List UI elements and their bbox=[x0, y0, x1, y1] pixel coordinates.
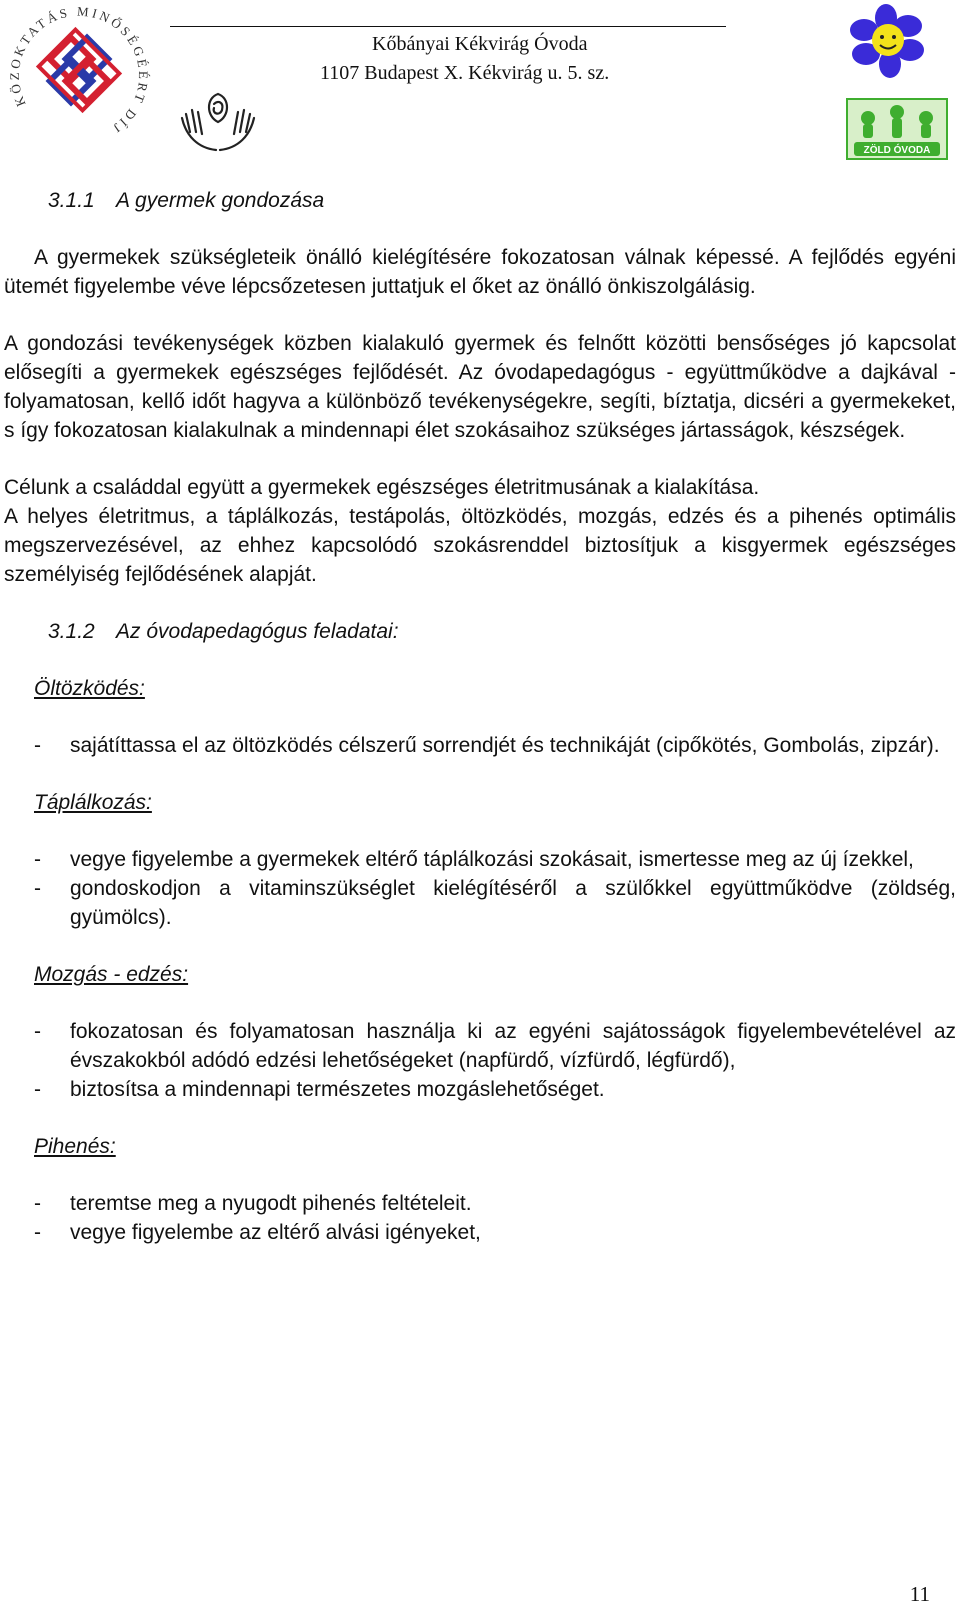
list-item bbox=[4, 731, 956, 760]
list-item-text: teremtse meg a nyugodt pihenés feltételeit. bbox=[70, 1192, 472, 1215]
subheading-nutrition: Táplálkozás: bbox=[34, 791, 152, 814]
spacer bbox=[4, 1161, 956, 1189]
spacer bbox=[4, 760, 956, 788]
section-heading-3-1-1 bbox=[4, 186, 956, 215]
subheading-movement: Mozgás - edzés: bbox=[34, 963, 189, 986]
school-name: Kőbányai Kékvirág Óvoda bbox=[372, 33, 588, 55]
list-item bbox=[4, 1218, 956, 1247]
task-list-rest bbox=[4, 1189, 956, 1247]
quality-award-logo bbox=[4, 4, 154, 154]
list-dash: - bbox=[34, 1192, 41, 1215]
list-dash: - bbox=[34, 1078, 41, 1101]
task-list-dressing bbox=[4, 731, 956, 760]
spacer bbox=[4, 646, 956, 674]
paragraph: A helyes életritmus, a táplálkozás, testápolás, öltözködés, mozgás, edzés és a pihenés optimális megszervezésével, az ehhez kapcsolódó szokásrenddel biztosítjuk a kisgyermek egészséges személyiség fejlődésének alapját. bbox=[4, 505, 956, 586]
section-number: 3.1.1 bbox=[48, 189, 95, 212]
list-item bbox=[4, 1189, 956, 1218]
subheading-rest: Pihenés: bbox=[34, 1135, 116, 1158]
spacer bbox=[4, 703, 956, 731]
section-title: Az óvodapedagógus feladatai: bbox=[116, 620, 399, 643]
list-item bbox=[4, 1075, 956, 1104]
list-item bbox=[4, 1017, 956, 1075]
list-item bbox=[4, 874, 956, 932]
header-address-block bbox=[300, 30, 680, 88]
school-address: 1107 Budapest X. Kékvirág u. 5. sz. bbox=[320, 62, 610, 84]
page-number: 11 bbox=[909, 1582, 930, 1606]
list-item-text: fokozatosan és folyamatosan használja ki az egyéni sajátosságok figyelembevételével az évszakokból adódó edzési lehetőségeket (napfürdő, vízfürdő, légfürdő), bbox=[70, 1020, 956, 1072]
paragraph: Célunk a családdal együtt a gyermekek egészséges életritmusának a kialakítása. bbox=[4, 476, 760, 499]
list-item-text: sajátíttassa el az öltözködés célszerű sorrendjét és technikáját (cipőkötés, Gombolás, zipzár). bbox=[70, 734, 940, 757]
spacer bbox=[4, 989, 956, 1017]
document-body bbox=[4, 186, 956, 1247]
list-dash: - bbox=[34, 734, 41, 757]
spacer bbox=[4, 817, 956, 845]
list-dash: - bbox=[34, 1221, 41, 1244]
task-list-movement bbox=[4, 1017, 956, 1104]
flower-logo bbox=[836, 4, 948, 80]
paragraph: A gyermekek szükségleteik önálló kielégítésére fokozatosan válnak képessé. A fejlődés egyéni ütemét figyelembe véve lépcsőzetesen juttatjuk el őket az önálló önkiszolgálásig. bbox=[4, 246, 956, 298]
list-dash: - bbox=[34, 877, 41, 900]
spacer bbox=[4, 445, 956, 473]
logo-ring-text: KÖZOKTATÁS MINŐSÉGÉÉRT DÍJ bbox=[6, 4, 152, 138]
section-heading-3-1-2 bbox=[4, 617, 956, 646]
list-item-text: gondoskodjon a vitaminszükséglet kielégítéséről a szülőkkel együttműködve (zöldség, gyümölcs). bbox=[70, 877, 956, 929]
list-item bbox=[4, 845, 956, 874]
list-item-text: vegye figyelembe az eltérő alvási igényeket, bbox=[70, 1221, 481, 1244]
spacer bbox=[4, 589, 956, 617]
subheading-dressing: Öltözködés: bbox=[34, 677, 145, 700]
list-dash: - bbox=[34, 1020, 41, 1043]
spacer bbox=[4, 1104, 956, 1132]
paragraph: A gondozási tevékenységek közben kialakuló gyermek és felnőtt közötti bensőséges jó kapcsolat elősegíti a gyermekek egészséges fejlődését. Az óvodapedagógus - együttműködve a dajkával - folyamatosan, kellő időt hagyva a különböző tevékenységekre, segíti, bíztatja, dicséri a gyermekeket, s így fokozatosan kialakulnak a mindennapi élet szokásaihoz szükséges jártasságok, készségek. bbox=[4, 332, 956, 442]
spacer bbox=[4, 301, 956, 329]
green-logo-text: ZÖLD ÓVODA bbox=[863, 145, 931, 156]
list-item-text: biztosítsa a mindennapi természetes mozgáslehetőséget. bbox=[70, 1078, 605, 1101]
list-dash: - bbox=[34, 848, 41, 871]
spacer bbox=[4, 932, 956, 960]
section-number: 3.1.2 bbox=[48, 620, 95, 643]
spacer bbox=[4, 215, 956, 243]
list-item-text: vegye figyelembe a gyermekek eltérő táplálkozási szokásait, ismertesse meg az új ízekkel, bbox=[70, 848, 914, 871]
green-kindergarten-logo bbox=[846, 98, 948, 160]
section-title: A gyermek gondozása bbox=[116, 189, 325, 212]
hands-logo bbox=[176, 88, 260, 154]
task-list-nutrition bbox=[4, 845, 956, 932]
header-rule bbox=[170, 26, 726, 27]
